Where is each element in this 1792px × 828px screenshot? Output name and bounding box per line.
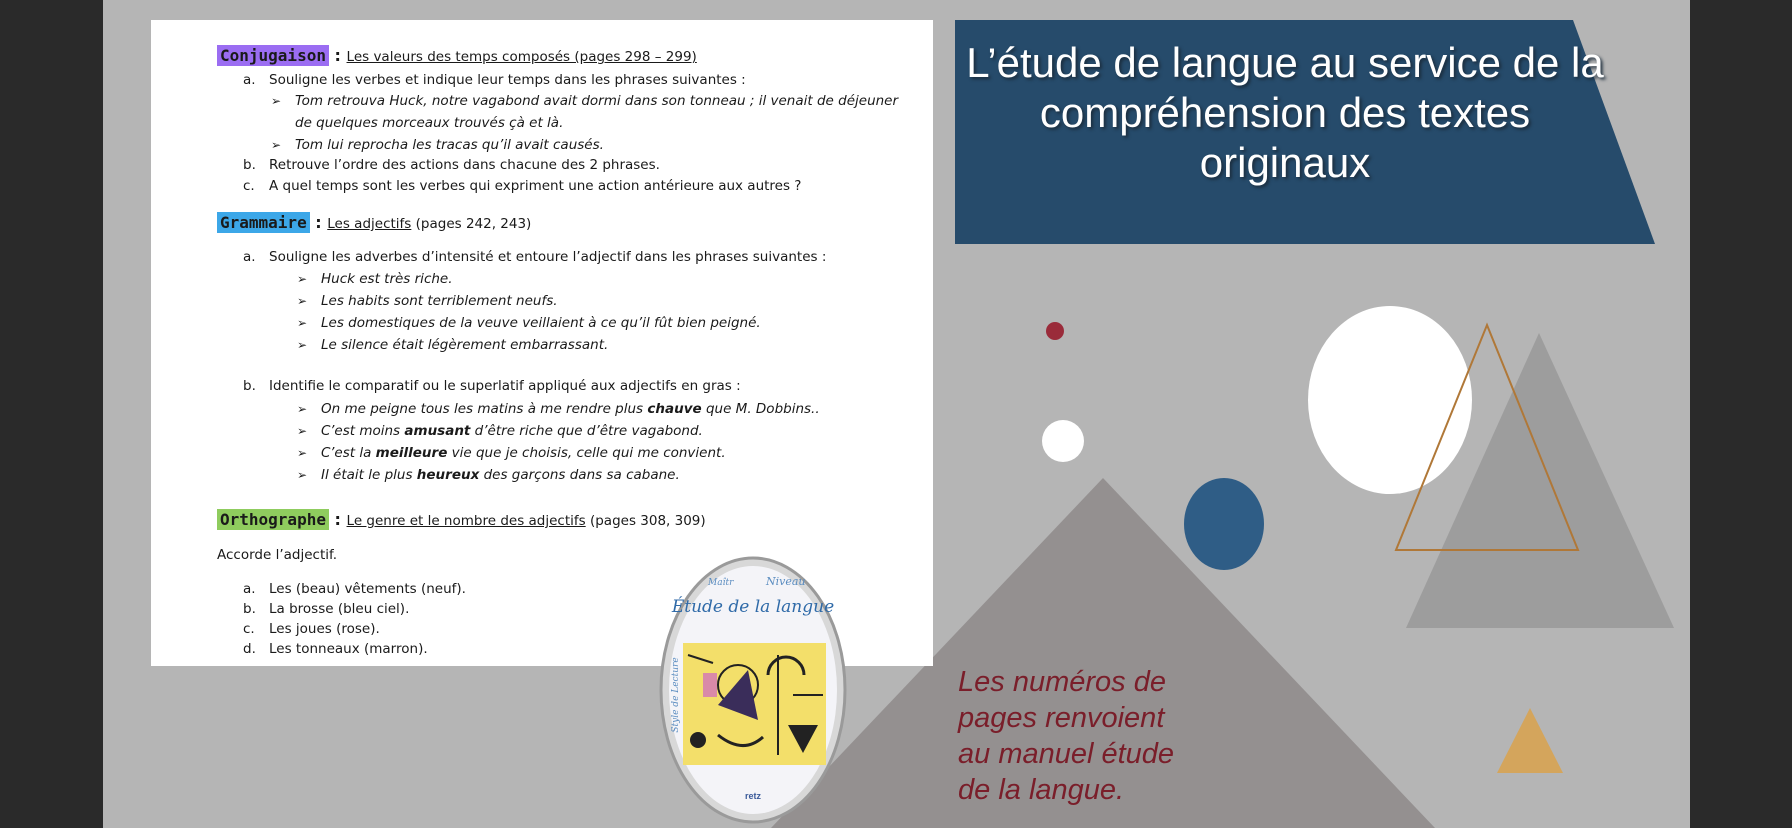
sentence-text: Les domestiques de la veuve veillaient à ce qu’il fût bien peigné. — [321, 315, 761, 331]
conjugaison-title: Les valeurs des temps composés (pages 298 – 299) — [346, 49, 697, 65]
grammaire-a — [243, 249, 826, 265]
small-gold-triangle — [1497, 708, 1563, 773]
instruction-text: A quel temps sont les verbes qui expriment une action antérieure aux autres ? — [269, 178, 802, 194]
conjugaison-c — [243, 178, 801, 194]
instruction-text: Identifie le comparatif ou le superlatif appliqué aux adjectifs en gras : — [269, 378, 741, 394]
orthographe-pages: (pages 308, 309) — [585, 513, 706, 529]
arrow-bullet-icon: ➢ — [297, 272, 308, 286]
grammaire-a-item-2 — [297, 293, 558, 309]
sentence-text: vie que je choisis, celle qui me convient. — [447, 445, 726, 461]
red-dot — [1046, 322, 1064, 340]
instruction-text: Souligne les adverbes d’intensité et entoure l’adjectif dans les phrases suivantes : — [269, 249, 827, 265]
grammaire-b — [243, 378, 741, 394]
medallion-side: Style de Lecture — [671, 657, 681, 733]
sentence-text: On me peigne tous les matins à me rendre plus — [321, 401, 648, 417]
grammaire-pages: (pages 242, 243) — [411, 216, 532, 232]
arrow-bullet-icon: ➢ — [297, 338, 308, 352]
medallion-top-right: Niveau — [766, 575, 806, 588]
sentence-text: C’est moins — [321, 423, 405, 439]
item-text: La brosse (bleu ciel). — [269, 601, 410, 617]
instruction-text: Retrouve l’ordre des actions dans chacune des 2 phrases. — [269, 157, 660, 173]
sentence-2 — [271, 137, 604, 153]
medallion-top-left: Maîtr — [708, 578, 734, 588]
grammaire-tag: Grammaire — [217, 212, 310, 233]
sentence-text: d’être riche que d’être vagabond. — [470, 423, 703, 439]
sentence-text: des garçons dans sa cabane. — [479, 467, 680, 483]
item-letter: b. — [243, 601, 256, 617]
white-circle-large — [1308, 306, 1472, 494]
grammaire-title: Les adjectifs — [327, 216, 412, 232]
sentence-1-cont: de quelques morceaux trouvés çà et là. — [295, 115, 564, 131]
colon: : — [315, 213, 322, 232]
grammaire-b-item-1 — [297, 401, 820, 417]
orthographe-intro: Accorde l’adjectif. — [217, 547, 338, 563]
arrow-bullet-icon: ➢ — [297, 402, 308, 416]
arrow-bullet-icon: ➢ — [297, 446, 308, 460]
item-letter: a. — [243, 72, 256, 88]
sentence-text: Le silence était légèrement embarrassant. — [321, 337, 609, 353]
orthographe-item — [243, 621, 380, 637]
sentence-text: Les habits sont terriblement neufs. — [321, 293, 558, 309]
white-dot — [1042, 420, 1084, 462]
arrow-bullet-icon: ➢ — [297, 424, 308, 438]
item-text: Les (beau) vêtements (neuf). — [269, 581, 466, 597]
slide — [103, 0, 1690, 828]
conjugaison-tag: Conjugaison — [217, 45, 329, 66]
item-letter: c. — [243, 621, 255, 637]
bold-adjective: heureux — [416, 467, 480, 483]
bold-adjective: amusant — [404, 423, 471, 439]
page-reference-note: Les numéros de pages renvoient au manuel étude de la langue. — [958, 666, 1175, 806]
blue-circle — [1184, 478, 1264, 570]
orthographe-item — [243, 641, 428, 657]
bold-adjective: chauve — [647, 401, 702, 417]
grammaire-a-item-1 — [297, 271, 453, 287]
item-letter: c. — [243, 178, 255, 194]
arrow-bullet-icon: ➢ — [297, 468, 308, 482]
item-letter: a. — [243, 581, 256, 597]
conjugaison-a — [243, 72, 746, 88]
sentence-1 — [271, 93, 898, 109]
sentence-text: Huck est très riche. — [321, 271, 453, 287]
arrow-bullet-icon: ➢ — [271, 138, 282, 152]
book-cover-medallion — [658, 555, 848, 825]
grammaire-a-item-4 — [297, 337, 608, 353]
arrow-bullet-icon: ➢ — [271, 94, 282, 108]
grammaire-heading — [217, 213, 531, 232]
colon: : — [334, 510, 341, 529]
orthographe-item — [243, 581, 466, 597]
grammaire-b-item-4 — [297, 467, 680, 483]
instruction-text: Souligne les verbes et indique leur temps dans les phrases suivantes : — [269, 72, 746, 88]
arrow-bullet-icon: ➢ — [297, 316, 308, 330]
item-text: Les joues (rose). — [269, 621, 380, 637]
banner-title: L’étude de langue au service de la compréhension des textes originaux — [966, 39, 1604, 186]
sentence-text: Il était le plus — [321, 467, 417, 483]
orthographe-tag: Orthographe — [217, 509, 329, 530]
grammaire-b-item-2 — [297, 423, 703, 439]
sentence-text: C’est la — [321, 445, 376, 461]
conjugaison-b — [243, 157, 660, 173]
orthographe-title: Le genre et le nombre des adjectifs — [346, 513, 586, 529]
item-text: Les tonneaux (marron). — [269, 641, 428, 657]
bold-adjective: meilleure — [375, 445, 448, 461]
item-letter: a. — [243, 249, 256, 265]
medallion-title: Étude de la langue — [671, 597, 835, 617]
publisher-logo: retz — [744, 791, 762, 801]
grammaire-a-item-3 — [297, 315, 761, 331]
sentence-text: que M. Dobbins.. — [701, 401, 820, 417]
conjugaison-heading — [217, 46, 697, 65]
orthographe-heading — [217, 510, 706, 529]
item-letter: d. — [243, 641, 256, 657]
colon: : — [334, 46, 341, 65]
orthographe-item — [243, 601, 409, 617]
sentence-text: Tom lui reprocha les tracas qu’il avait causés. — [295, 137, 604, 153]
item-letter: b. — [243, 378, 256, 394]
grammaire-b-item-3 — [297, 445, 726, 461]
arrow-bullet-icon: ➢ — [297, 294, 308, 308]
sentence-text: Tom retrouva Huck, notre vagabond avait dormi dans son tonneau ; il venait de déjeuner — [295, 93, 899, 109]
item-letter: b. — [243, 157, 256, 173]
